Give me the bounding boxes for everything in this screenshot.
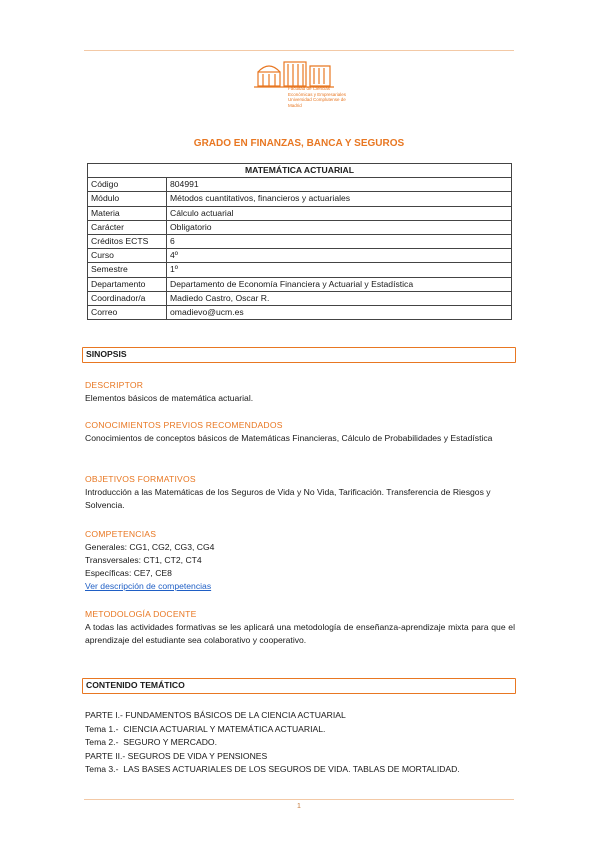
- header-rule: [84, 50, 514, 51]
- table-row: Créditos ECTS 6: [88, 234, 512, 248]
- conocimientos-text: Conocimientos de conceptos básicos de Matemáticas Financieras, Cálculo de Probabilidades y Estadística: [85, 433, 493, 443]
- table-row: Código 804991: [88, 178, 512, 192]
- descriptor-text: Elementos básicos de matemática actuarial.: [85, 393, 254, 403]
- metodologia-title: METODOLOGÍA DOCENTE: [85, 609, 197, 619]
- degree-title: GRADO EN FINANZAS, BANCA Y SEGUROS: [193, 138, 405, 149]
- email-value: omadievo@ucm.es: [167, 305, 512, 319]
- table-row: Módulo Métodos cuantitativos, financieros y actuariales: [88, 192, 512, 206]
- list-item: Tema 2.- SEGURO Y MERCADO.: [85, 737, 217, 747]
- contenido-header: CONTENIDO TEMÁTICO: [82, 678, 516, 694]
- table-row: Coordinador/a Madiedo Castro, Oscar R.: [88, 291, 512, 305]
- table-row: Curso 4º: [88, 249, 512, 263]
- competencias-especificas: Específicas: CE7, CE8: [85, 568, 172, 578]
- competencias-transversales: Transversales: CT1, CT2, CT4: [85, 555, 202, 565]
- table-row: Semestre 1º: [88, 263, 512, 277]
- descriptor-title: DESCRIPTOR: [85, 380, 144, 390]
- objetivos-section: [85, 473, 515, 512]
- footer-rule: [84, 799, 514, 800]
- list-item: PARTE II.- SEGUROS DE VIDA Y PENSIONES: [85, 750, 268, 761]
- sinopsis-header: SINOPSIS: [82, 347, 516, 363]
- objetivos-text: Introducción a las Matemáticas de los Seguros de Vida y No Vida, Tarificación. Transferencia de Riesgos y Solvencia.: [85, 487, 491, 510]
- table-row: Correo omadievo@ucm.es: [88, 305, 512, 319]
- objetivos-title: OBJETIVOS FORMATIVOS: [85, 474, 196, 484]
- conocimientos-title: CONOCIMIENTOS PREVIOS RECOMENDADOS: [85, 420, 283, 430]
- course-info-table: [87, 163, 512, 320]
- course-title: MATEMÁTICA ACTUARIAL: [88, 164, 512, 178]
- descriptor-section: [85, 379, 515, 405]
- conocimientos-section: [85, 419, 515, 445]
- metodologia-text: A todas las actividades formativas se les aplicará una metodología de enseñanza-aprendizaje mixta para que el aprendizaje del estudiante sea colaborativo y cooperativo.: [85, 622, 515, 645]
- list-item: Tema 1.- CIENCIA ACTUARIAL Y MATEMÁTICA ACTUARIAL.: [85, 723, 326, 734]
- page-number: 1: [297, 803, 301, 810]
- table-row: Materia Cálculo actuarial: [88, 206, 512, 220]
- contenido-list: [85, 709, 515, 777]
- competencias-generales: Generales: CG1, CG2, CG3, CG4: [85, 542, 215, 552]
- metodologia-section: [85, 608, 515, 647]
- table-row: Departamento Departamento de Economía Financiera y Actuarial y Estadística: [88, 277, 512, 291]
- list-item: PARTE I.- FUNDAMENTOS BÁSICOS DE LA CIENCIA ACTUARIAL: [85, 710, 346, 720]
- list-item: Tema 3.- LAS BASES ACTUARIALES DE LOS SEGUROS DE VIDA. TABLAS DE MORTALIDAD.: [85, 764, 460, 774]
- table-row: Carácter Obligatorio: [88, 220, 512, 234]
- logo-caption: Facultad de Ciencias Económicas y Empresariales Universidad Complutense de Madrid: [288, 86, 347, 108]
- competencias-link[interactable]: Ver descripción de competencias: [85, 581, 212, 591]
- competencias-section: [85, 528, 515, 593]
- competencias-title: COMPETENCIAS: [85, 529, 157, 539]
